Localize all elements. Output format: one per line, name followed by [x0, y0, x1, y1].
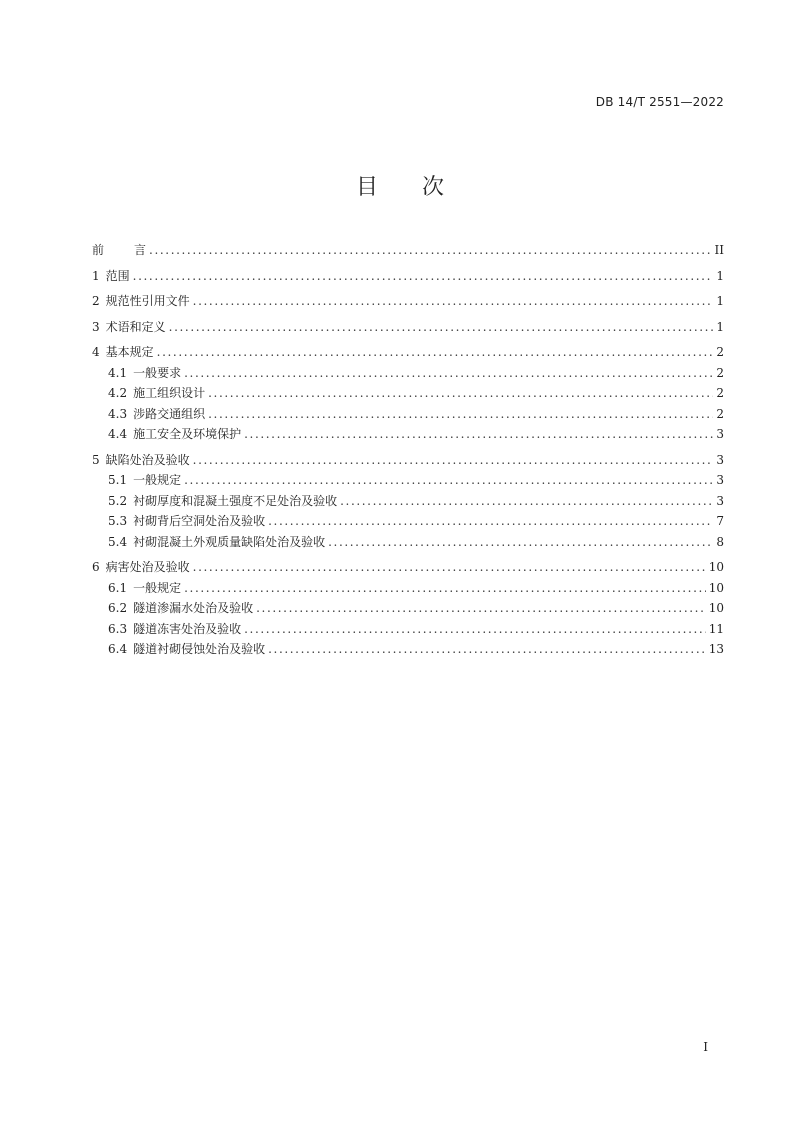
- toc-entry-label: [108, 619, 241, 640]
- toc-entry[interactable]: [92, 291, 724, 312]
- toc-entry-label: [92, 317, 166, 338]
- toc-section-title: 病害处治及验收: [105, 560, 190, 574]
- toc-section-title: 施工安全及环境保护: [133, 427, 242, 441]
- toc-section-number: 5: [92, 452, 100, 467]
- toc-entry-label: [108, 383, 205, 404]
- toc-entry-label: [92, 450, 190, 471]
- table-of-contents: [92, 240, 724, 660]
- toc-page-number: 1: [716, 268, 724, 283]
- toc-section-number: 3: [92, 319, 100, 334]
- toc-subentry[interactable]: [92, 619, 724, 640]
- toc-leader-dots: [193, 450, 714, 471]
- toc-entry[interactable]: [92, 317, 724, 338]
- toc-section-number: 6.4: [108, 642, 128, 656]
- toc-entry-label: [108, 598, 253, 619]
- toc-subentry[interactable]: [92, 363, 724, 384]
- toc-subentry[interactable]: [92, 511, 724, 532]
- toc-page-number: 1: [716, 319, 724, 334]
- toc-section-number: 6.1: [108, 580, 128, 595]
- toc-leader-dots: [169, 317, 714, 338]
- toc-section-number: 1: [92, 268, 100, 283]
- toc-section-title: 一般要求: [133, 365, 182, 380]
- toc-section-number: 6.3: [108, 621, 128, 636]
- toc-section-number: 6.2: [108, 601, 128, 615]
- toc-leader-dots: [268, 639, 706, 660]
- toc-subentry[interactable]: [92, 470, 724, 491]
- toc-leader-dots: [256, 598, 706, 619]
- toc-page-number: 2: [716, 345, 724, 359]
- toc-leader-dots: [193, 557, 706, 578]
- toc-leader-dots: [244, 619, 706, 640]
- toc-label-part-a: 前: [92, 243, 105, 257]
- toc-entry-label: [92, 342, 154, 363]
- toc-section-title: 涉路交通组织: [133, 406, 206, 421]
- toc-entry-label: [108, 491, 337, 512]
- toc-page-number: 10: [708, 601, 724, 615]
- toc-section-number: 4.2: [108, 386, 128, 400]
- toc-section-title: 一般规定: [133, 473, 182, 487]
- toc-entry-label: [108, 511, 265, 532]
- toc-section-title: 隧道冻害处治及验收: [133, 621, 242, 636]
- toc-leader-dots: [184, 363, 713, 384]
- toc-subentry[interactable]: [92, 424, 724, 445]
- toc-entry-label: [108, 532, 325, 553]
- footer-page-number: I: [703, 1040, 708, 1054]
- toc-section-title: 术语和定义: [105, 319, 166, 334]
- toc-page-number: 11: [708, 621, 724, 636]
- toc-section-title: 衬砌混凝土外观质量缺陷处治及验收: [133, 534, 326, 549]
- toc-section-number: 2: [92, 294, 100, 308]
- toc-page-number: 7: [716, 514, 724, 528]
- toc-entry[interactable]: [92, 342, 724, 363]
- toc-entry-label: [92, 291, 190, 312]
- toc-section-number: 4.4: [108, 427, 128, 441]
- toc-subentry[interactable]: [92, 383, 724, 404]
- toc-page-number: II: [714, 243, 724, 257]
- toc-leader-dots: [193, 291, 714, 312]
- toc-leader-dots: [208, 383, 713, 404]
- toc-entry-label: [92, 266, 130, 287]
- toc-leader-dots: [184, 578, 706, 599]
- title-char-1: 目: [355, 175, 378, 200]
- toc-subentry[interactable]: [92, 598, 724, 619]
- toc-entry-label: [92, 557, 190, 578]
- toc-entry-label: [108, 404, 205, 425]
- toc-page-number: 1: [716, 294, 724, 308]
- toc-page-number: 2: [716, 406, 724, 421]
- toc-subentry[interactable]: [92, 404, 724, 425]
- toc-section-number: 5.3: [108, 514, 128, 528]
- toc-entry[interactable]: [92, 450, 724, 471]
- toc-section-title: 衬砌厚度和混凝土强度不足处治及验收: [133, 493, 338, 508]
- toc-page-number: 10: [708, 580, 724, 595]
- toc-section-title: 隧道渗漏水处治及验收: [133, 601, 254, 615]
- toc-section-title: 隧道衬砌侵蚀处治及验收: [133, 642, 266, 656]
- toc-page-number: 8: [716, 534, 724, 549]
- toc-entry[interactable]: [92, 266, 724, 287]
- toc-page-number: 2: [716, 365, 724, 380]
- toc-page-number: 10: [708, 560, 724, 574]
- toc-subentry[interactable]: [92, 532, 724, 553]
- toc-section-title: 一般规定: [133, 580, 182, 595]
- toc-leader-dots: [268, 511, 713, 532]
- toc-page-number: 2: [716, 386, 724, 400]
- page-title: [0, 170, 800, 201]
- toc-page-number: 13: [708, 642, 724, 656]
- toc-subentry[interactable]: [92, 639, 724, 660]
- toc-section-title: 施工组织设计: [133, 386, 206, 400]
- toc-entry-label: [108, 578, 181, 599]
- toc-section-title: 范围: [105, 268, 130, 283]
- toc-leader-dots: [208, 404, 713, 425]
- toc-section-title: 缺陷处治及验收: [105, 452, 190, 467]
- toc-leader-dots: [244, 424, 713, 445]
- toc-leader-dots: [149, 240, 711, 261]
- toc-leader-dots: [328, 532, 713, 553]
- toc-entry-label: [108, 424, 241, 445]
- toc-entry[interactable]: [92, 557, 724, 578]
- toc-section-number: 4.1: [108, 365, 128, 380]
- toc-section-number: 4.3: [108, 406, 128, 421]
- toc-leader-dots: [184, 470, 713, 491]
- toc-section-title: 基本规定: [105, 345, 154, 359]
- toc-section-title: 衬砌背后空洞处治及验收: [133, 514, 266, 528]
- toc-leader-dots: [340, 491, 713, 512]
- toc-leader-dots: [157, 342, 714, 363]
- toc-section-title: 规范性引用文件: [105, 294, 190, 308]
- toc-section-number: 5.4: [108, 534, 128, 549]
- toc-section-number: 5.1: [108, 473, 128, 487]
- toc-section-number: 5.2: [108, 493, 128, 508]
- toc-page-number: 3: [716, 493, 724, 508]
- toc-page-number: 3: [716, 427, 724, 441]
- document-code: DB 14/T 2551—2022: [595, 95, 724, 109]
- toc-entry-label: [108, 470, 181, 491]
- toc-entry-label: [108, 639, 265, 660]
- toc-section-number: 6: [92, 560, 100, 574]
- title-char-2: 次: [422, 175, 445, 200]
- toc-section-number: 4: [92, 345, 100, 359]
- toc-entry-preface[interactable]: [92, 240, 724, 261]
- toc-leader-dots: [133, 266, 714, 287]
- toc-subentry[interactable]: [92, 578, 724, 599]
- toc-subentry[interactable]: [92, 491, 724, 512]
- toc-entry-label: [108, 363, 181, 384]
- toc-label-part-b: 言: [134, 243, 147, 257]
- toc-page-number: 3: [716, 452, 724, 467]
- toc-entry-label: [92, 240, 146, 261]
- toc-page-number: 3: [716, 473, 724, 487]
